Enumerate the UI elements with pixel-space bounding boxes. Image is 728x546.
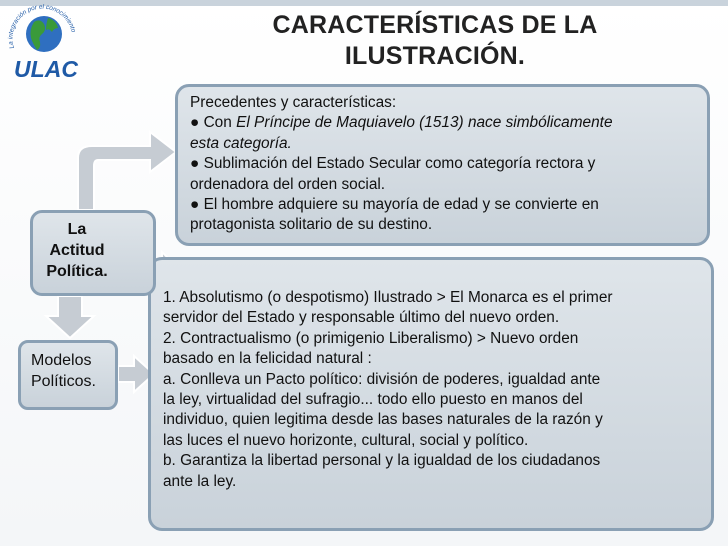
bullet-hombre-1: ● El hombre adquiere su mayoría de edad y se convierte en bbox=[190, 196, 599, 214]
bullet-italic-cont: esta categoría. bbox=[190, 134, 292, 152]
detail-line: las luces el nuevo horizonte, cultural, social y político. bbox=[163, 431, 529, 449]
bullet-maquiavelo bbox=[190, 113, 699, 133]
political-models-box bbox=[18, 340, 118, 410]
detail-line: individuo, quien legitima desde las bases naturales de la razón y bbox=[163, 411, 603, 429]
bent-arrow-up-right bbox=[78, 132, 176, 210]
logo-text: ULAC bbox=[14, 56, 78, 82]
bullet-estado-1: ● Sublimación del Estado Secular como categoría rectora y bbox=[190, 155, 596, 173]
detail-line: ante la ley. bbox=[163, 472, 237, 490]
bullet-italic: El Príncipe de Maquiavelo (1513) nace simbólicamente bbox=[236, 114, 613, 132]
attitude-line-2: Actitud bbox=[49, 242, 105, 259]
detail-line: la ley, virtualidad del sufragio... todo ello puesto en manos del bbox=[163, 391, 583, 409]
attitude-line-1: La bbox=[67, 221, 87, 238]
bullet-hombre-2: protagonista solitario de su destino. bbox=[190, 216, 433, 234]
arrow-down bbox=[46, 296, 94, 338]
detail-line: a. Conlleva un Pacto político: división de poderes, igualdad ante bbox=[163, 370, 601, 388]
bullet-prefix: ● Con bbox=[190, 114, 237, 132]
models-line-2: Políticos. bbox=[31, 373, 96, 390]
models-line-1: Modelos bbox=[31, 352, 92, 369]
detail-line: 2. Contractualismo (o primigenio Liberalismo) > Nuevo orden bbox=[163, 329, 579, 347]
title-line-2: ILUSTRACIÓN. bbox=[344, 42, 526, 70]
bullet-estado-2: ordenadora del orden social. bbox=[190, 175, 386, 193]
attitude-line-3: Política. bbox=[46, 263, 108, 280]
models-detail-box bbox=[148, 257, 714, 531]
detail-line: basado en la felicidad natural : bbox=[163, 350, 372, 368]
detail-line: servidor del Estado y responsable último del nuevo orden. bbox=[163, 309, 560, 327]
detail-line: b. Garantiza la libertad personal y la igualdad de los ciudadanos bbox=[163, 452, 601, 470]
detail-line: 1. Absolutismo (o despotismo) Ilustrado > El Monarca es el primer bbox=[163, 289, 613, 306]
title-line-1: CARACTERÍSTICAS DE LA bbox=[272, 11, 598, 39]
political-attitude-box bbox=[30, 210, 156, 296]
precedents-heading: Precedentes y características: bbox=[190, 94, 397, 111]
logo-arc-text: La integración por el conocimiento bbox=[7, 4, 77, 50]
precedents-box bbox=[175, 84, 710, 246]
bullet-maquiavelo-cont bbox=[190, 134, 699, 154]
